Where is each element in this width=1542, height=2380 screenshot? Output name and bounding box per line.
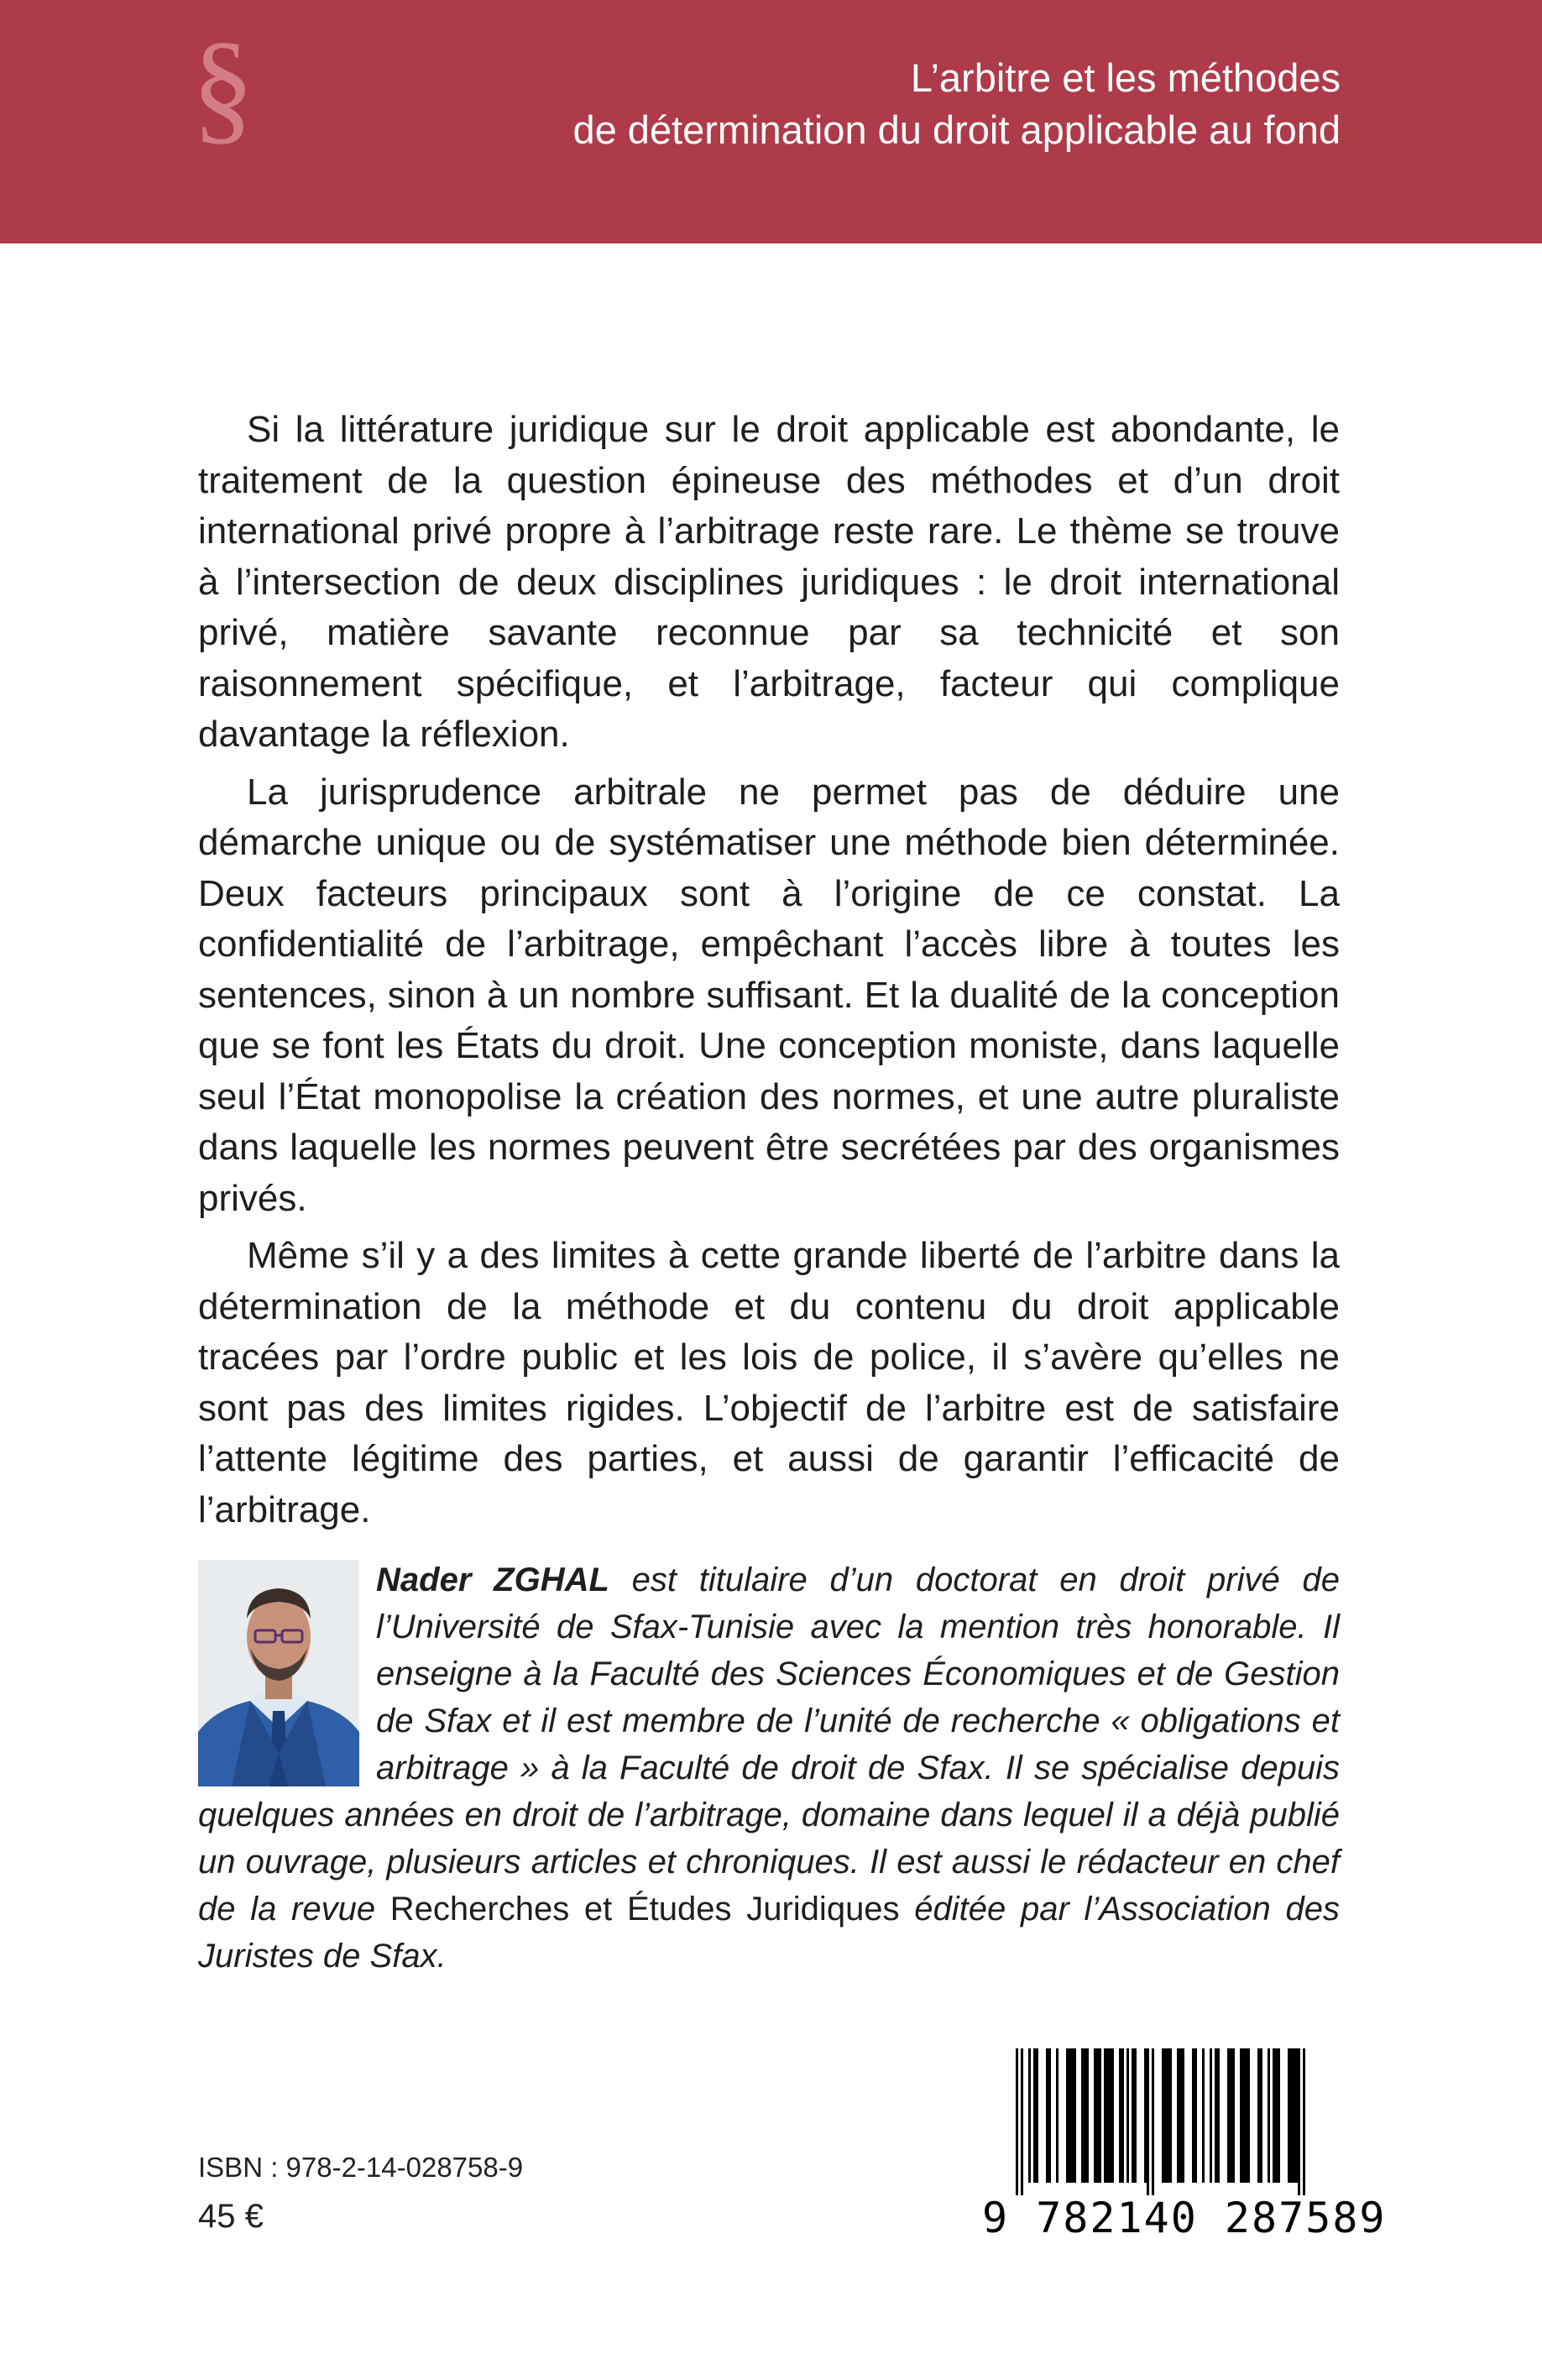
- barcode-bar: [1240, 2048, 1250, 2183]
- author-bio-text: est titulaire d’un doctorat en droit privé de l’Université de Sfax-Tunisie avec la mention très honorable. Il enseigne à la Faculté des Sciences Économiques et de Gestion de Sfax et il est membre de l’unité de recherche « obligations et arbitrage » à la Faculté de droit de Sfax. Il se spécialise depuis quelques années en droit de l’arbitrage, domaine dans lequel il a déjà publié un ouvrage, plusieurs articles et chroniques. Il est aussi le rédacteur en chef de la revue: [198, 1561, 1340, 1928]
- barcode-bar: [1192, 2048, 1197, 2183]
- barcode-bar: [1268, 2048, 1270, 2183]
- barcode-bar: [1066, 2048, 1076, 2183]
- barcode-bar: [1215, 2048, 1220, 2183]
- photo-spacer: [198, 1556, 376, 1786]
- barcode-bar: [1288, 2048, 1298, 2183]
- barcode-bar: [1104, 2048, 1114, 2183]
- author-bio-text-end: éditée par l’Association des Juristes de Sfax.: [198, 1891, 1340, 1975]
- author-bio: [198, 1556, 1340, 1980]
- barcode-bar: [1094, 2048, 1101, 2183]
- barcode-bar: [1202, 2048, 1205, 2183]
- cover-header: [0, 0, 1542, 243]
- barcode-bar: [1028, 2048, 1031, 2183]
- barcode-bar: [1119, 2048, 1124, 2183]
- barcode-guard-bar: [1147, 2048, 1149, 2195]
- book-title: [572, 52, 1341, 156]
- barcode-bar: [1227, 2048, 1235, 2183]
- section-sign-icon: §: [191, 17, 254, 156]
- barcode-bar: [1177, 2048, 1184, 2183]
- book-summary: [198, 405, 1340, 1542]
- book-title-line-1: L’arbitre et les méthodes: [910, 55, 1341, 100]
- barcode-bar: [1132, 2048, 1137, 2183]
- book-title-line-2: de détermination du droit applicable au fond: [572, 107, 1341, 152]
- summary-paragraph: Même s’il y a des limites à cette grande liberté de l’arbitre dans la détermination de la méthode et du contenu du droit applicable tracées par l’ordre public et les lois de police, il s’avère qu’elles ne sont pas des limites rigides. L’objectif de l’arbitre est de satisfaire l’attente légitime des parties, et aussi de garantir l’efficacité de l’arbitrage.: [198, 1235, 1340, 1530]
- barcode-bar: [1033, 2048, 1038, 2183]
- summary-paragraph: La jurisprudence arbitrale ne permet pas de déduire une démarche unique ou de systématiser une méthode bien déterminée. Deux facteurs principaux sont à l’origine de ce constat. La confidentialité de l’arbitrage, empêchant l’accès libre à toutes les sentences, sinon à un nombre suffisant. Et la dualité de la conception que se font les États du droit. Une conception moniste, dans laquelle seul l’État monopolise la création des normes, et une autre pluraliste dans laquelle les normes peuvent être secrétées par des organismes privés.: [198, 771, 1340, 1219]
- barcode-bar: [1210, 2048, 1212, 2183]
- price-label: 45 €: [198, 2198, 264, 2235]
- barcode-guard-bar: [1303, 2048, 1305, 2195]
- barcode-bar: [1162, 2048, 1172, 2183]
- barcode-guard-bar: [1152, 2048, 1154, 2195]
- barcode-bar: [1273, 2048, 1280, 2183]
- barcode-digits: 9 782140 287589: [982, 2194, 1387, 2242]
- barcode-guard-bar: [1298, 2048, 1300, 2195]
- isbn-label: ISBN : 978-2-14-028758-9: [198, 2152, 524, 2183]
- author-name: Nader ZGHAL: [376, 1561, 609, 1598]
- barcode-bar: [1056, 2048, 1058, 2183]
- barcode-guard-bar: [1021, 2048, 1023, 2195]
- barcode-bar: [1126, 2048, 1129, 2183]
- barcode-bar: [1257, 2048, 1262, 2183]
- barcode-bar: [1144, 2048, 1147, 2183]
- journal-name: Recherches et Études Juridiques: [389, 1891, 900, 1928]
- barcode-bar: [1046, 2048, 1051, 2183]
- barcode-guard-bar: [1016, 2048, 1018, 2195]
- barcode-bar: [1081, 2048, 1089, 2183]
- summary-paragraph: Si la littérature juridique sur le droit applicable est abondante, le traitement de la question épineuse des méthodes et d’un droit international privé propre à l’arbitrage reste rare. Le thème se trouve à l’intersection de deux disciplines juridiques : le droit international privé, matière savante reconnue par sa technicité et son raisonnement spécifique, et l’arbitrage, facteur qui complique davantage la réflexion.: [198, 409, 1340, 755]
